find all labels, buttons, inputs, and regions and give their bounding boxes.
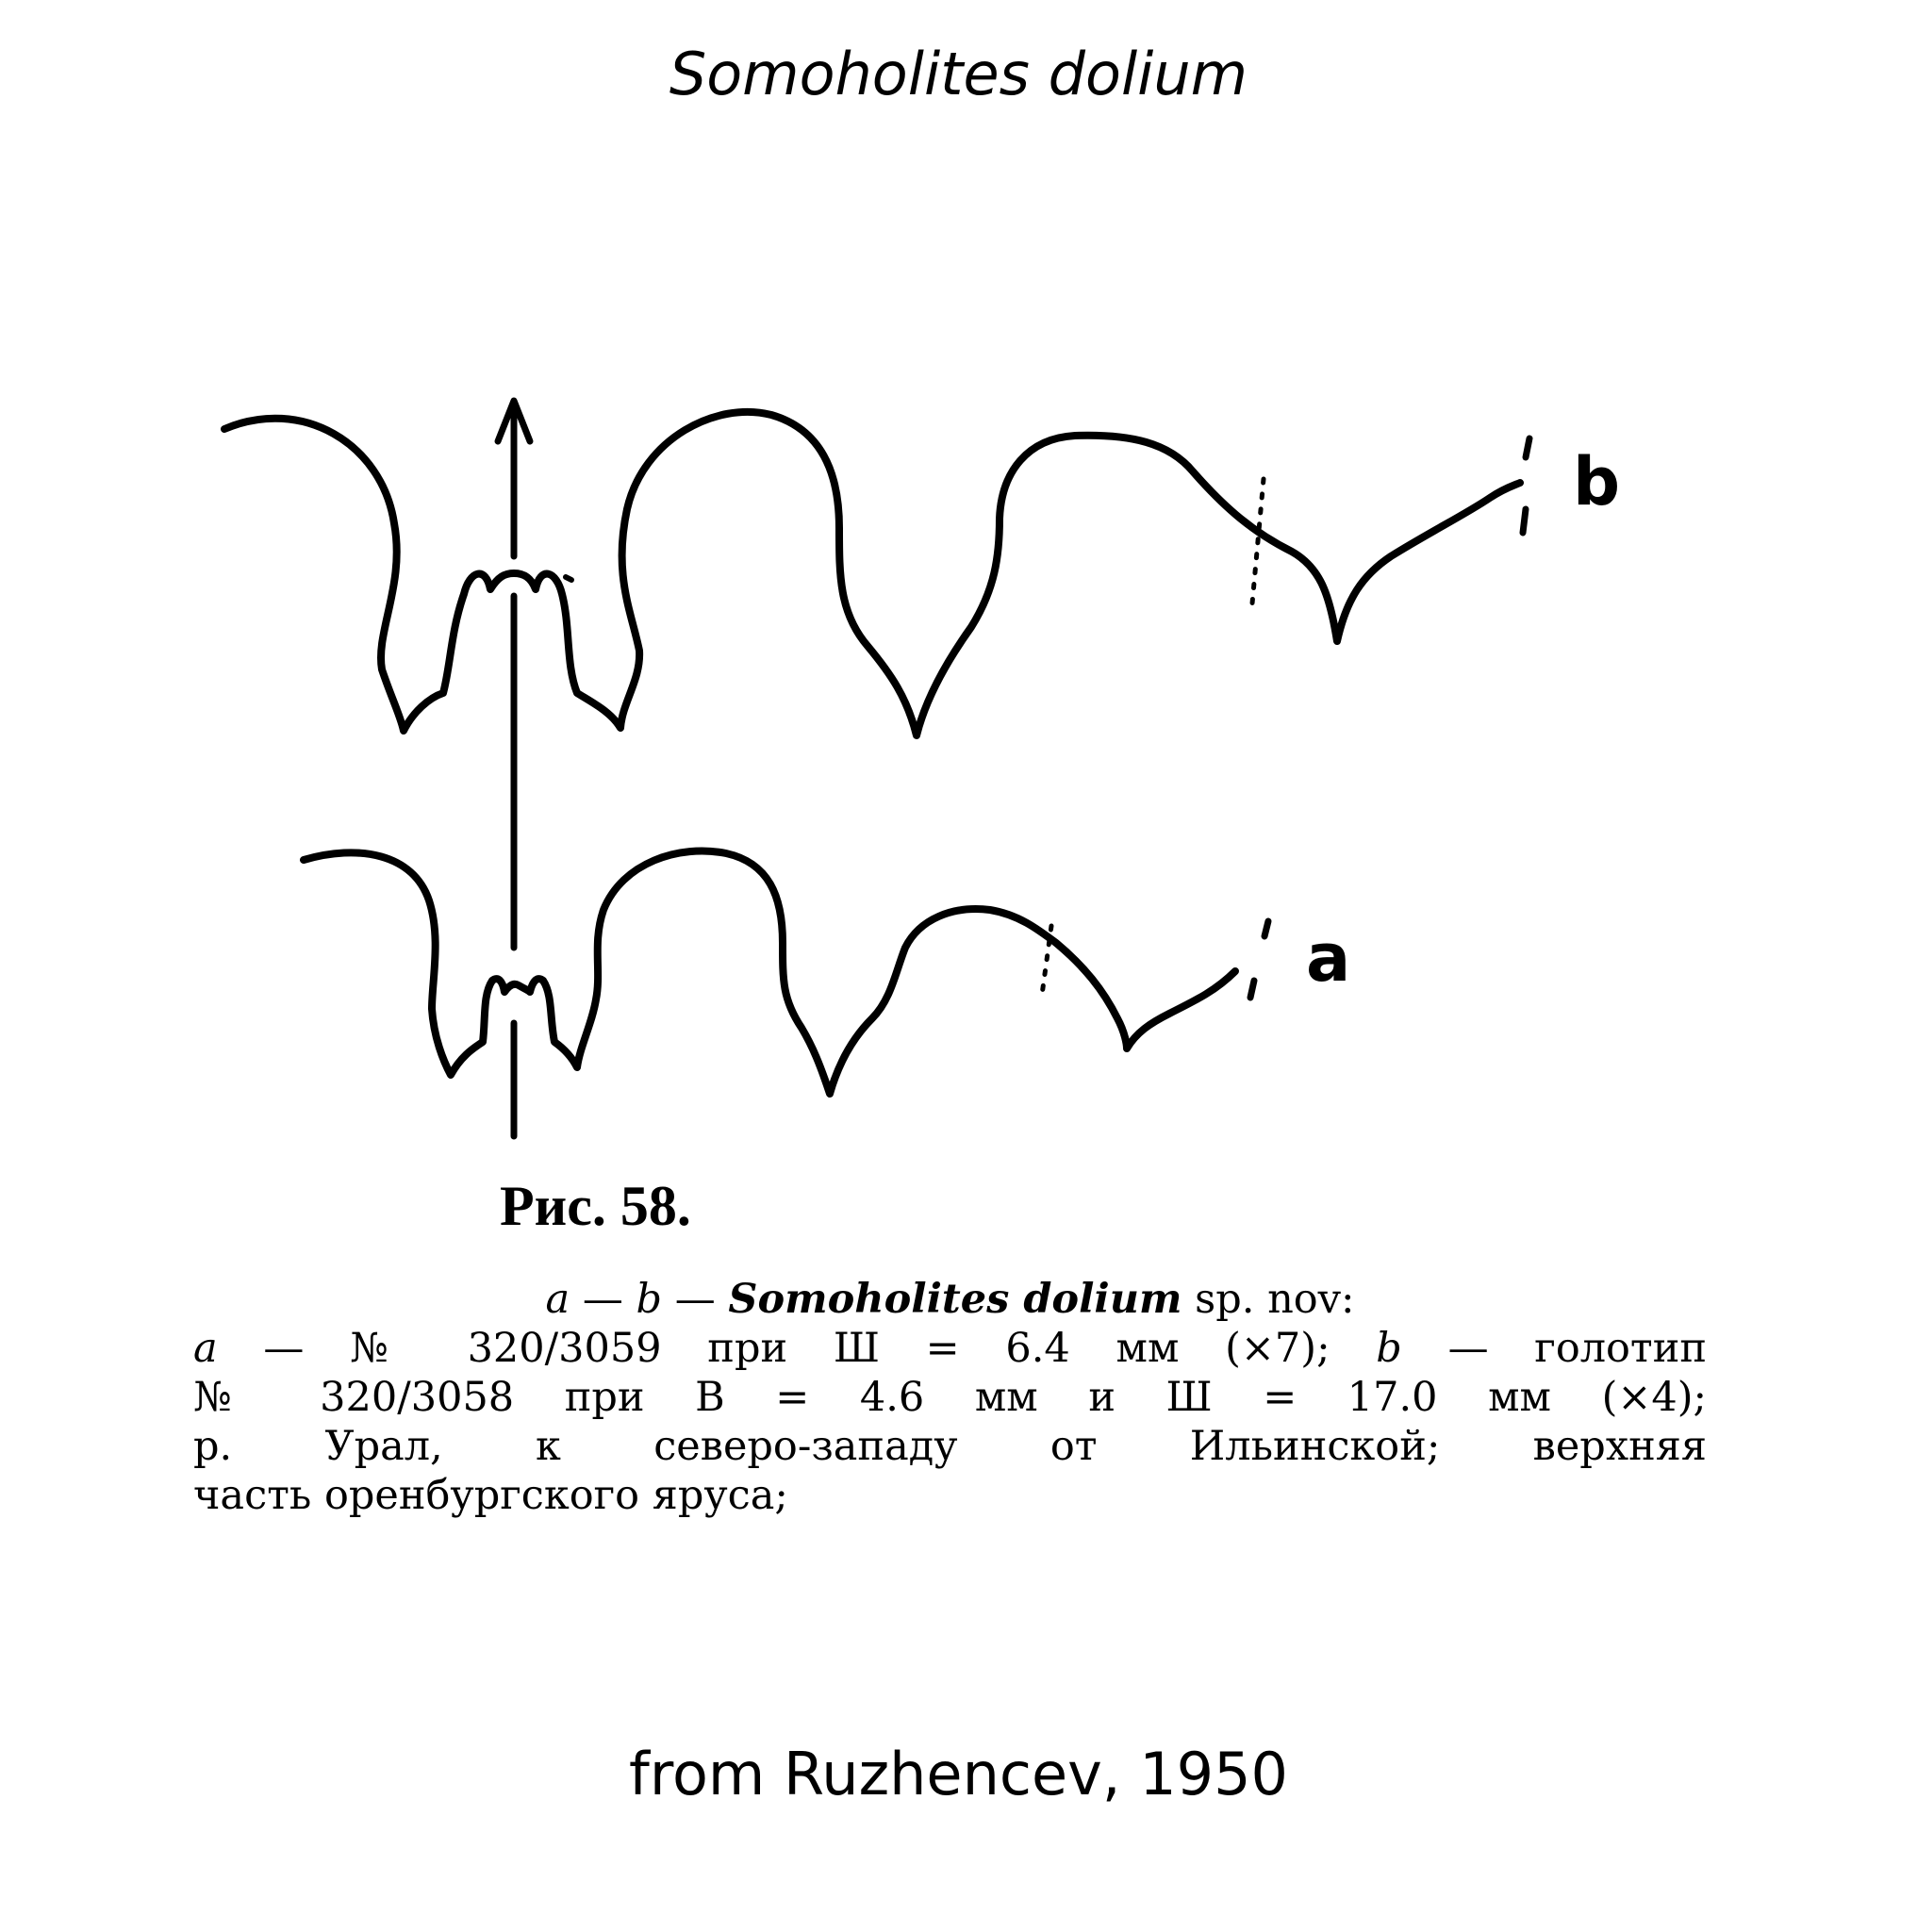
label-b: b [1573, 443, 1621, 520]
tick-mark-b [1526, 438, 1529, 457]
caption-sp-nov: sp. nov: [1195, 1276, 1355, 1323]
ventral-arrow [498, 401, 530, 1136]
suture-line-a [304, 851, 1235, 1095]
tick-mark-a-lower [1250, 981, 1254, 998]
caption-line-3: № 320/3058 при В = 4.6 мм и Ш = 17.0 мм (×4); [193, 1374, 1707, 1421]
caption-line-5: часть оренбургского яруса; [193, 1472, 788, 1519]
caption-label-a: a [545, 1276, 570, 1323]
caption-species-name: Somoholites dolium [728, 1276, 1182, 1323]
caption-line-2 [193, 1324, 1707, 1373]
tick-mark-b-lower [1523, 509, 1526, 533]
caption-holotype: — голотип [1447, 1325, 1707, 1372]
caption-label-b: b [1376, 1325, 1402, 1372]
tick-mark-a [1264, 921, 1268, 936]
caption-label-a: a [193, 1325, 218, 1372]
figure-caption [193, 1275, 1707, 1520]
source-credit: from Ruzhencev, 1950 [629, 1740, 1288, 1808]
caption-dash: — [674, 1276, 716, 1323]
caption-line-4: р. Урал, к северо-западу от Ильинской; верхняя [193, 1423, 1707, 1470]
figure-number: Рис. 58. [500, 1175, 691, 1237]
caption-specimen-a: — № 320/3059 при Ш = 6.4 мм (×7); [263, 1325, 1330, 1372]
suture-line-b [224, 412, 1520, 735]
caption-line-1 [193, 1275, 1707, 1324]
caption-label-b: b [636, 1276, 663, 1323]
caption-dash: — [582, 1276, 623, 1323]
label-a: a [1306, 919, 1351, 997]
page-title: Somoholites dolium [669, 40, 1248, 108]
dotted-line-b [1252, 479, 1264, 603]
